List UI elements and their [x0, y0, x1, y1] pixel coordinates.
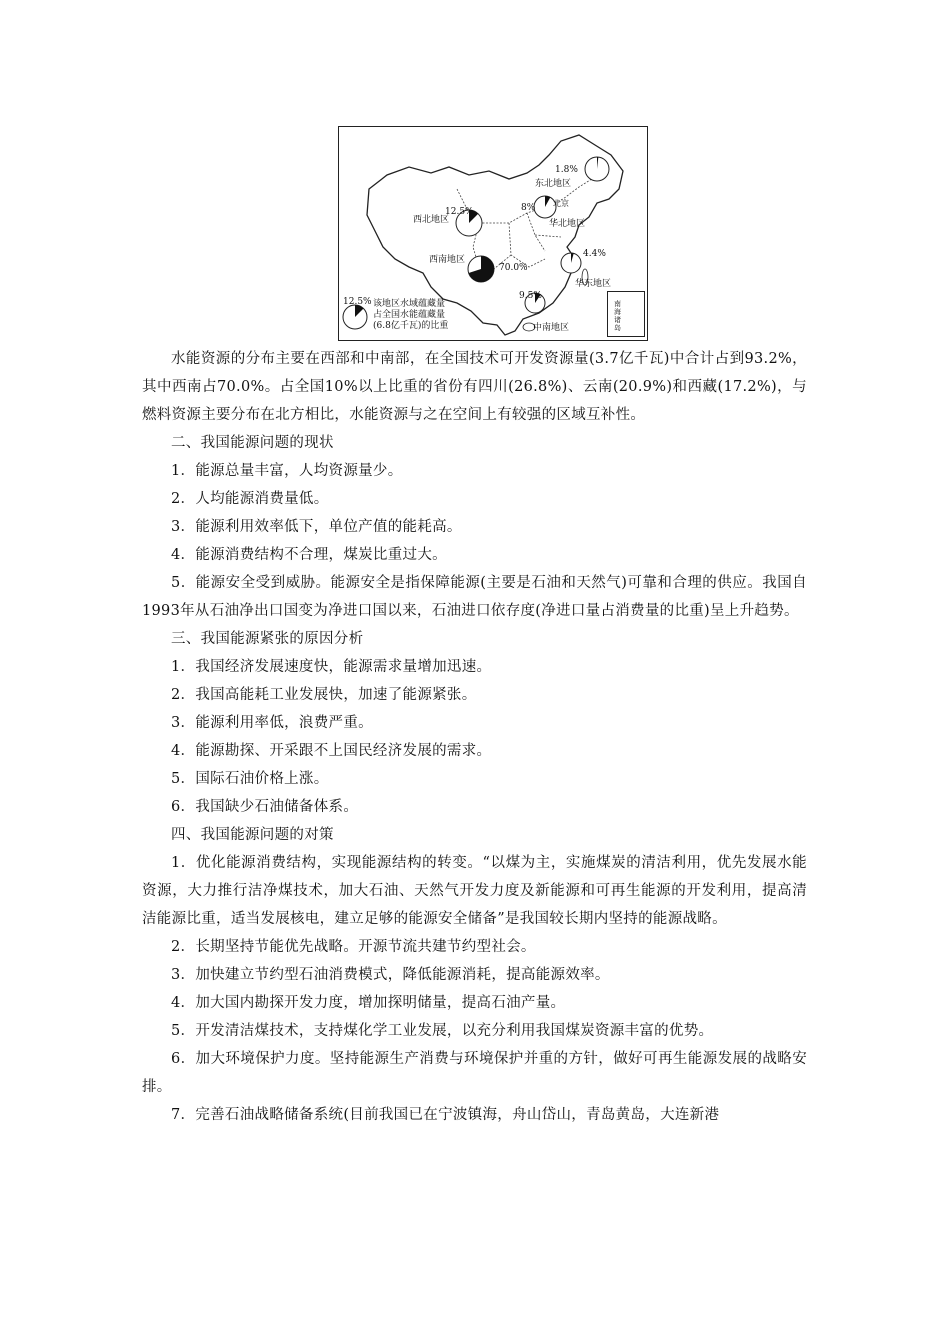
percent-east: 4.4% [583, 249, 606, 259]
label-beijing: 北京 [553, 199, 569, 208]
legend-line-1: 该地区水域蕴藏量 [373, 299, 446, 309]
legend-line-2: 占全国水能蕴藏量 [373, 310, 446, 320]
percent-northeast: 1.8% [555, 165, 578, 175]
paragraph: 4．能源消费结构不合理，煤炭比重过大。 [171, 547, 447, 563]
legend-pie [343, 305, 367, 329]
label-southwest: 西南地区 [429, 255, 466, 265]
paragraph: 5．开发清洁煤技术，支持煤化学工业发展，以充分利用我国煤炭资源丰富的优势。 [171, 1023, 714, 1039]
hydropower-distribution-map [338, 126, 648, 341]
percent-southwest: 70.0% [499, 263, 528, 273]
paragraph: 6．我国缺少石油储备体系。 [171, 799, 359, 815]
inset-label: 南海诸岛 [614, 300, 621, 332]
paragraph: 2．长期坚持节能优先战略。开源节流共建节约型社会。 [171, 939, 536, 955]
paragraph: 3．能源利用效率低下，单位产值的能耗高。 [171, 519, 462, 535]
paragraph: 1．我国经济发展速度快，能源需求量增加迅速。 [171, 659, 492, 675]
paragraph: 5．国际石油价格上涨。 [171, 771, 329, 787]
south-china-sea-inset [607, 291, 645, 337]
paragraph: 7．完善石油战略储备系统(目前我国已在宁波镇海，舟山岱山，青岛黄岛，大连新港 [171, 1107, 720, 1123]
paragraph: 1．能源总量丰富，人均资源量少。 [171, 463, 403, 479]
paragraph: 6．加大环境保护力度。坚持能源生产消费与环境保护并重的方针，做好可再生能源发展的战略安排。 [142, 1051, 807, 1095]
section-heading: 二、我国能源问题的现状 [171, 435, 334, 451]
section-heading: 四、我国能源问题的对策 [171, 827, 334, 843]
paragraph: 5．能源安全受到威胁。能源安全是指保障能源(主要是石油和天然气)可靠和合理的供应。我国自1993年从石油净出口国变为净进口国以来，石油进口依存度(净进口量占消费量的比重)呈上升趋势。 [142, 575, 807, 619]
percent-north: 8% [521, 203, 536, 213]
legend-line-3: (6.8亿千瓦)的比重 [373, 321, 449, 331]
paragraph: 3．能源利用率低，浪费严重。 [171, 715, 373, 731]
label-north: 华北地区 [549, 219, 586, 229]
paragraph: 3．加快建立节约型石油消费模式，降低能源消耗，提高能源效率。 [171, 967, 610, 983]
document-body [142, 345, 807, 1129]
label-east: 华东地区 [575, 279, 612, 289]
paragraph: 4．能源勘探、开采跟不上国民经济发展的需求。 [171, 743, 492, 759]
percent-northwest: 12.5% [445, 207, 474, 217]
pie-markers [456, 157, 612, 313]
label-northwest: 西北地区 [413, 215, 450, 225]
legend-text [373, 299, 448, 332]
paragraph: 4．加大国内勘探开发力度，增加探明储量，提高石油产量。 [171, 995, 566, 1011]
paragraph: 1．优化能源消费结构，实现能源结构的转变。“以煤为主，实施煤炭的清洁利用，优先发展水能资源，大力推行洁净煤技术，加大石油、天然气开发力度及新能源和可再生能源的开发利用，提高清洁能源比重，适当发展核电，建立足够的能源安全储备”是我国较长期内坚持的能源战略。 [142, 855, 807, 927]
percent-central-south: 9.5% [519, 291, 542, 301]
legend-percent: 12.5% [343, 297, 372, 307]
paragraph: 水能资源的分布主要在西部和中南部，在全国技术可开发资源量(3.7亿千瓦)中合计占到93.2%，其中西南占70.0%。占全国10%以上比重的省份有四川(26.8%)、云南(20.9%)和西藏(17.2%)，与燃料资源主要分布在北方相比，水能资源与之在空间上有较强的区域互补性。 [142, 351, 807, 423]
label-central-south: 中南地区 [533, 323, 570, 333]
label-northeast: 东北地区 [535, 179, 572, 189]
section-heading: 三、我国能源紧张的原因分析 [171, 631, 364, 647]
paragraph: 2．人均能源消费量低。 [171, 491, 329, 507]
paragraph: 2．我国高能耗工业发展快，加速了能源紧张。 [171, 687, 477, 703]
